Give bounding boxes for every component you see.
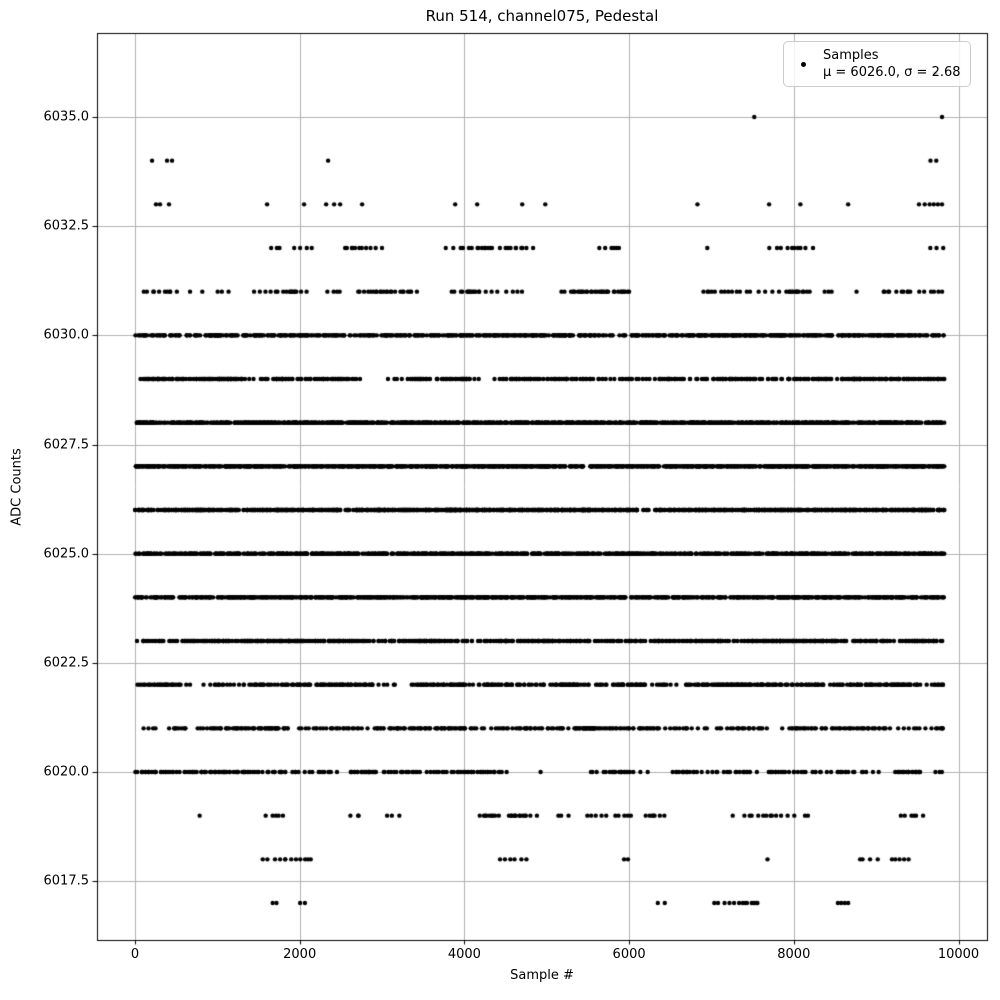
x-tick-label: 4000 [447,947,481,962]
x-tick-label: 0 [130,947,140,962]
x-tick-label: 10000 [937,947,980,962]
y-tick-label: 6022.5 [43,655,89,671]
x-tick-label: 6000 [612,947,646,962]
y-tick-label: 6030.0 [43,327,89,343]
chart-title: Run 514, channel075, Pedestal [425,7,659,25]
y-tick-label: 6020.0 [43,764,89,780]
y-tick-label: 6027.5 [43,437,89,452]
x-tick-label: 8000 [777,947,811,962]
y-axis-label: ADC Counts [9,448,25,526]
x-axis-label: Sample # [510,968,574,983]
y-tick-label: 6025.0 [43,546,89,562]
legend-text [823,47,961,81]
legend [783,41,971,87]
scatter-marker-icon [801,62,806,67]
y-tick-label: 6017.5 [43,873,89,889]
y-tick-label: 6035.0 [43,109,89,125]
legend-label-samples: Samples [823,48,879,63]
legend-marker-column [792,62,814,67]
legend-label-stats: μ = 6026.0, σ = 2.68 [823,65,961,80]
x-tick-label: 2000 [283,947,317,962]
y-tick-label: 6032.5 [43,218,89,234]
